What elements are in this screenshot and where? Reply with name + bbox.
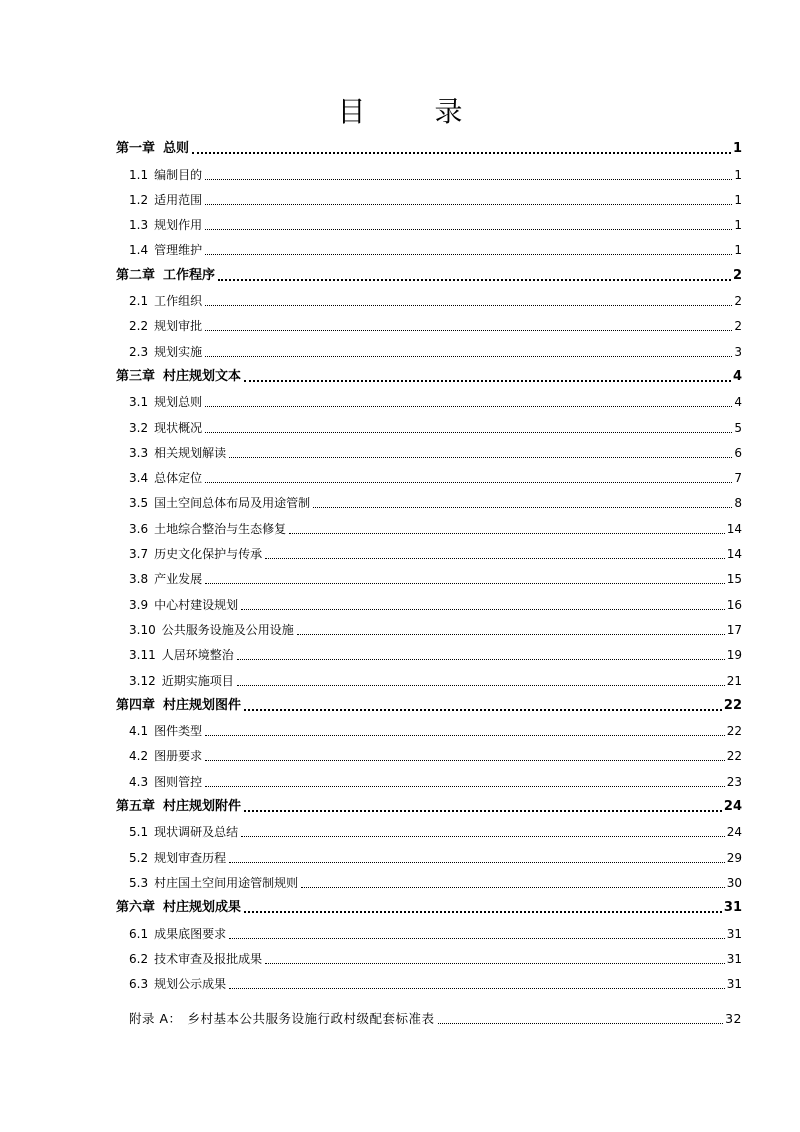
toc-entry-page-number: 31 <box>726 926 742 941</box>
toc-entry-title: 技术审查及报批成果 <box>154 951 263 966</box>
toc-entry-title: 适用范围 <box>154 192 203 207</box>
dot-leader <box>265 558 725 559</box>
toc-entry-title: 近期实施项目 <box>161 673 234 688</box>
toc-entry-page-number: 17 <box>726 622 742 637</box>
toc-entry-number: 第四章 <box>116 697 156 713</box>
dot-leader <box>229 988 725 989</box>
toc-entry-section[interactable] <box>116 763 742 788</box>
toc-entry-page-number: 7 <box>734 471 742 486</box>
toc-entry-page-number: 4 <box>734 395 742 410</box>
toc-entry-section[interactable] <box>116 865 742 890</box>
toc-entry-number: 5.3 <box>129 875 149 890</box>
dot-leader <box>205 583 725 584</box>
toc-entry-number: 1.4 <box>129 243 149 258</box>
toc-entry-page-number: 22 <box>723 697 742 713</box>
dot-leader <box>241 836 725 837</box>
toc-entry-page-number: 16 <box>726 597 742 612</box>
toc-entry-title: 编制目的 <box>154 167 203 182</box>
toc-entry-number: 1.1 <box>129 167 149 182</box>
dot-leader <box>205 735 725 736</box>
toc-entry-number: 3.9 <box>129 597 149 612</box>
toc-entry-title: 土地综合整治与生态修复 <box>154 521 287 536</box>
toc-entry-page-number: 21 <box>726 673 742 688</box>
toc-entry-section[interactable] <box>116 738 742 763</box>
toc-entry-title: 总则 <box>163 141 190 157</box>
toc-entry-title: 现状概况 <box>154 420 203 435</box>
page-title: 目 录 <box>337 95 493 128</box>
toc-entry-title: 图册要求 <box>154 749 203 764</box>
toc-entry-section[interactable] <box>116 586 742 611</box>
toc-entry-title: 规划公示成果 <box>154 977 227 992</box>
toc-entry-page-number: 8 <box>734 496 742 511</box>
toc-entry-page-number: 31 <box>726 977 742 992</box>
toc-entry-section[interactable] <box>116 283 742 308</box>
toc-entry-number: 3.12 <box>129 673 156 688</box>
toc-entry-title: 规划审批 <box>154 319 203 334</box>
toc-entry-title: 管理维护 <box>154 243 203 258</box>
toc-entry-title: 国土空间总体布局及用途管制 <box>154 496 311 511</box>
toc-entry-number: 3.6 <box>129 521 149 536</box>
toc-entry-section[interactable] <box>116 814 742 839</box>
toc-entry-appendix[interactable] <box>116 1001 742 1026</box>
toc-entry-page-number: 6 <box>734 445 742 460</box>
dot-leader <box>265 963 725 964</box>
dot-leader <box>229 457 732 458</box>
toc-entry-title: 总体定位 <box>154 471 203 486</box>
dot-leader <box>229 862 725 863</box>
toc-entry-chapter[interactable] <box>116 257 742 282</box>
toc-entry-title: 规划作用 <box>154 218 203 233</box>
toc-entry-number: 5.2 <box>129 850 149 865</box>
toc-entry-title: 人居环境整治 <box>161 648 234 663</box>
dot-leader <box>205 760 725 761</box>
toc-entry-page-number: 2 <box>734 294 742 309</box>
toc-entry-number: 第六章 <box>116 900 156 916</box>
toc-entry-section[interactable] <box>116 662 742 687</box>
dot-leader <box>313 507 732 508</box>
toc-entry-number: 2.2 <box>129 319 149 334</box>
toc-entry-page-number: 1 <box>734 218 742 233</box>
toc-entry-chapter[interactable] <box>116 359 742 384</box>
toc-entry-number: 6.3 <box>129 977 149 992</box>
dot-leader <box>205 204 732 205</box>
dot-leader <box>438 1023 724 1024</box>
toc-entry-number: 3.2 <box>129 420 149 435</box>
toc-entry-page-number: 29 <box>726 850 742 865</box>
toc-entry-number: 3.7 <box>129 547 149 562</box>
toc-entry-page-number: 2 <box>734 319 742 334</box>
toc-entry-number: 第三章 <box>116 368 156 384</box>
toc-entry-section[interactable] <box>116 435 742 460</box>
toc-entry-number: 3.8 <box>129 572 149 587</box>
toc-entry-number: 2.3 <box>129 344 149 359</box>
toc-entry-page-number: 30 <box>726 875 742 890</box>
toc-entry-title: 规划实施 <box>154 344 203 359</box>
toc-entry-title: 历史文化保护与传承 <box>154 547 263 562</box>
toc-entry-number: 3.5 <box>129 496 149 511</box>
toc-entry-section[interactable] <box>116 232 742 257</box>
dot-leader <box>205 254 732 255</box>
dot-leader <box>229 938 725 939</box>
toc-entry-page-number: 3 <box>734 344 742 359</box>
dot-leader <box>205 786 725 787</box>
toc-entry-section[interactable] <box>116 839 742 864</box>
toc-entry-title: 相关规划解读 <box>154 445 227 460</box>
toc-entry-chapter[interactable] <box>116 688 742 713</box>
toc-entry-section[interactable] <box>116 485 742 510</box>
toc-entry-page-number: 32 <box>725 1011 742 1027</box>
toc-entry-title: 图则管控 <box>154 774 203 789</box>
toc-entry-title: 图件类型 <box>154 724 203 739</box>
toc-entry-section[interactable] <box>116 308 742 333</box>
dot-leader <box>205 356 732 357</box>
toc-entry-number: 1.3 <box>129 218 149 233</box>
toc-entry-page-number: 1 <box>734 192 742 207</box>
toc-entry-page-number: 15 <box>726 572 742 587</box>
toc-entry-page-number: 24 <box>723 799 742 815</box>
toc-entry-page-number: 1 <box>734 243 742 258</box>
dot-leader <box>237 685 725 686</box>
toc-entry-page-number: 31 <box>726 951 742 966</box>
toc-entry-section[interactable] <box>116 941 742 966</box>
toc-entry-number: 1.2 <box>129 192 149 207</box>
toc-entry-page-number: 14 <box>726 547 742 562</box>
toc-entry-title: 村庄规划附件 <box>163 799 242 815</box>
toc-entry-title: 村庄规划成果 <box>163 900 242 916</box>
toc-entry-page-number: 1 <box>732 141 742 157</box>
toc-entry-number: 3.11 <box>129 648 156 663</box>
toc-entry-number: 第五章 <box>116 799 156 815</box>
dot-leader <box>205 432 732 433</box>
toc-entry-section[interactable] <box>116 612 742 637</box>
toc-entry-title: 成果底图要求 <box>154 926 227 941</box>
toc-entry-number: 5.1 <box>129 825 149 840</box>
toc-entry-title: 村庄国土空间用途管制规则 <box>154 875 299 890</box>
toc-entry-number: 6.1 <box>129 926 149 941</box>
toc-entry-number: 附录 A： <box>129 1011 182 1027</box>
toc-entry-page-number: 14 <box>726 521 742 536</box>
toc-entry-title: 规划总则 <box>154 395 203 410</box>
toc-entry-number: 第一章 <box>116 141 156 157</box>
toc-entry-section[interactable] <box>116 156 742 181</box>
toc-entry-page-number: 5 <box>734 420 742 435</box>
toc-entry-title: 产业发展 <box>154 572 203 587</box>
toc-entry-page-number: 23 <box>726 774 742 789</box>
dot-leader <box>205 179 732 180</box>
dot-leader <box>192 152 731 154</box>
toc-entry-title: 村庄规划文本 <box>163 368 242 384</box>
toc-entry-chapter[interactable] <box>116 131 742 156</box>
toc-entry-page-number: 2 <box>732 267 742 283</box>
toc-entry-title: 规划审查历程 <box>154 850 227 865</box>
toc-entry-title: 中心村建设规划 <box>154 597 239 612</box>
toc-entry-number: 3.4 <box>129 471 149 486</box>
toc-entry-page-number: 24 <box>726 825 742 840</box>
toc-entry-section[interactable] <box>116 713 742 738</box>
dot-leader <box>205 482 732 483</box>
dot-leader <box>241 609 725 610</box>
toc-entry-number: 6.2 <box>129 951 149 966</box>
toc-entry-number: 3.1 <box>129 395 149 410</box>
dot-leader <box>301 887 725 888</box>
toc-entry-chapter[interactable] <box>116 890 742 915</box>
toc-entry-number: 4.1 <box>129 724 149 739</box>
dot-leader <box>218 279 731 281</box>
toc-entry-section[interactable] <box>116 561 742 586</box>
toc-entry-number: 3.10 <box>129 622 156 637</box>
toc-entry-page-number: 4 <box>732 368 742 384</box>
toc-entry-number: 第二章 <box>116 267 156 283</box>
toc-entry-title: 现状调研及总结 <box>154 825 239 840</box>
toc-entry-section[interactable] <box>116 333 742 358</box>
dot-leader <box>205 305 732 306</box>
toc-entry-title: 村庄规划图件 <box>163 697 242 713</box>
table-of-contents <box>116 131 742 1026</box>
toc-entry-page-number: 22 <box>726 749 742 764</box>
toc-entry-title: 工作组织 <box>154 294 203 309</box>
toc-entry-title: 公共服务设施及公用设施 <box>161 622 294 637</box>
dot-leader <box>244 709 722 711</box>
toc-entry-section[interactable] <box>116 915 742 940</box>
toc-entry-section[interactable] <box>116 384 742 409</box>
toc-entry-section[interactable] <box>116 510 742 535</box>
toc-entry-page-number: 22 <box>726 724 742 739</box>
dot-leader <box>244 911 722 913</box>
toc-entry-number: 4.3 <box>129 774 149 789</box>
toc-entry-section[interactable] <box>116 637 742 662</box>
dot-leader <box>244 810 722 812</box>
dot-leader <box>205 330 732 331</box>
toc-entry-section[interactable] <box>116 460 742 485</box>
dot-leader <box>237 659 725 660</box>
toc-entry-section[interactable] <box>116 966 742 991</box>
toc-entry-chapter[interactable] <box>116 789 742 814</box>
toc-entry-section[interactable] <box>116 182 742 207</box>
toc-entry-page-number: 1 <box>734 167 742 182</box>
toc-entry-section[interactable] <box>116 409 742 434</box>
dot-leader <box>289 533 725 534</box>
toc-entry-number: 2.1 <box>129 294 149 309</box>
dot-leader <box>297 634 725 635</box>
dot-leader <box>244 380 731 382</box>
toc-entry-section[interactable] <box>116 207 742 232</box>
dot-leader <box>205 406 732 407</box>
toc-entry-number: 3.3 <box>129 445 149 460</box>
dot-leader <box>205 229 732 230</box>
toc-entry-page-number: 31 <box>723 900 742 916</box>
toc-entry-number: 4.2 <box>129 749 149 764</box>
toc-entry-title: 工作程序 <box>163 267 216 283</box>
toc-entry-title: 乡村基本公共服务设施行政村级配套标准表 <box>187 1011 435 1027</box>
toc-entry-section[interactable] <box>116 536 742 561</box>
toc-entry-page-number: 19 <box>726 648 742 663</box>
